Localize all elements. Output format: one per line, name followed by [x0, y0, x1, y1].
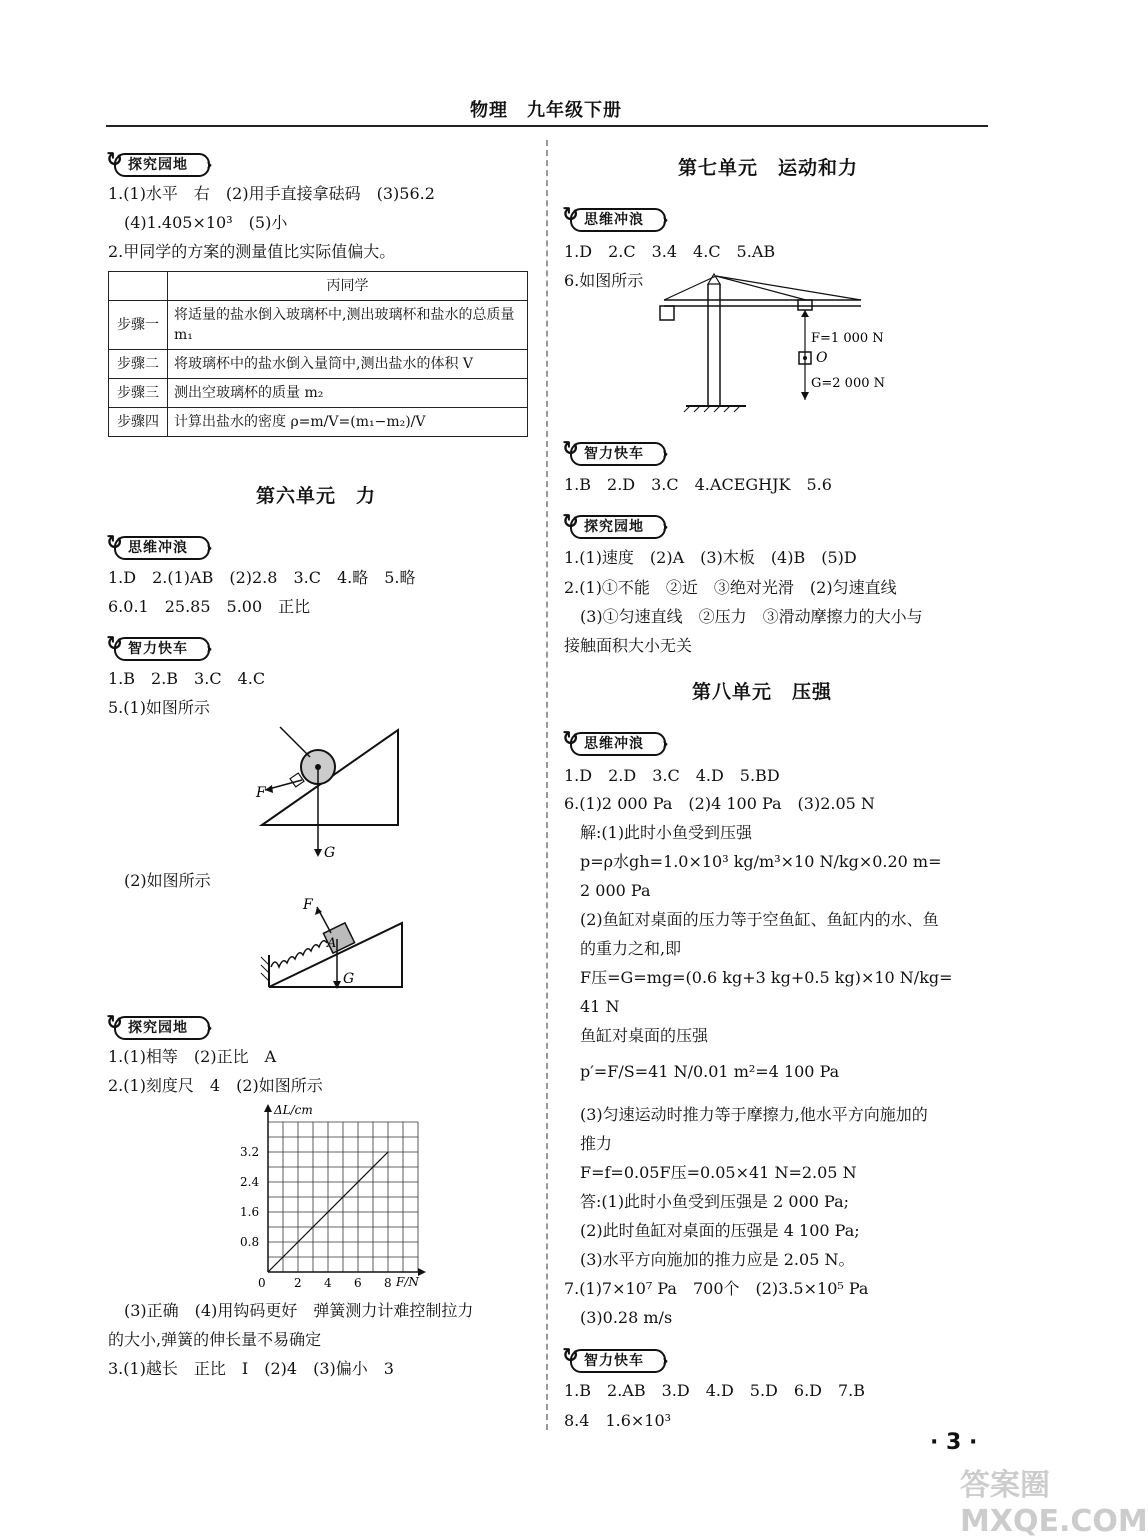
badge-thinking: ↻ 思维冲浪 ›	[562, 728, 674, 754]
answer-line: 2.(1)刻度尺 4 (2)如图所示	[108, 1076, 323, 1095]
unit-title: 第六单元 力	[256, 485, 377, 507]
label-G: G	[343, 971, 355, 987]
answer-line: 41 N	[580, 997, 620, 1016]
y-tick-label: 1.6	[240, 1205, 260, 1219]
y-tick-label: 2.4	[240, 1175, 260, 1189]
curve-arrow-icon: ↻	[562, 436, 579, 460]
badge-quick: ↻ 智力快车 ›	[562, 438, 674, 464]
answer-line: 1.B 2.AB 3.D 4.D 5.D 6.D 7.B	[564, 1381, 866, 1400]
answer-line: 6.0.1 25.85 5.00 正比	[108, 597, 311, 616]
curve-arrow-icon: ↻	[562, 202, 579, 226]
answer-line: (3)正确 (4)用钩码更好 弹簧测力计难控制拉力	[124, 1301, 474, 1320]
page-number: · 3 ·	[930, 1430, 978, 1455]
page-header: 物理 九年级下册	[470, 100, 622, 121]
answer-line: p=ρ水gh=1.0×10³ kg/m³×10 N/kg×0.20 m=	[580, 852, 942, 871]
answer-line: 1.(1)相等 (2)正比 A	[108, 1047, 277, 1066]
answer-line: (2)此时鱼缸对桌面的压强是 4 100 Pa;	[580, 1221, 860, 1240]
badge-explore: ↻ 探究园地 ›	[562, 511, 674, 537]
answer-line: 1.B 2.D 3.C 4.ACEGHJK 5.6	[564, 475, 832, 494]
answer-line: (3)①匀速直线 ②压力 ③滑动摩擦力的大小与	[580, 607, 923, 626]
spring-extension-chart	[238, 1100, 428, 1290]
answer-line: 的大小,弹簧的伸长量不易确定	[108, 1330, 322, 1349]
curve-arrow-icon: ↻	[106, 147, 123, 171]
badge-thinking: ↻ 思维冲浪 ›	[562, 204, 674, 230]
answer-line: (4)1.405×10³ (5)小	[124, 213, 288, 232]
x-axis-label: F/N	[396, 1275, 419, 1289]
answer-line: 1.(1)水平 右 (2)用手直接拿砝码 (3)56.2	[108, 184, 435, 203]
badge-explore: ↻ 探究园地 ›	[106, 1012, 218, 1038]
answer-line: (3)水平方向施加的推力应是 2.05 N。	[580, 1250, 855, 1269]
answer-line: 2 000 Pa	[580, 881, 651, 900]
answer-line: 8.4 1.6×10³	[564, 1411, 672, 1430]
label-A: A	[327, 936, 337, 951]
answer-line: (2)如图所示	[124, 871, 211, 890]
answer-line: (2)鱼缸对桌面的压力等于空鱼缸、鱼缸内的水、鱼	[580, 910, 939, 929]
x-tick-label: 6	[354, 1276, 362, 1290]
badge-thinking: ↻ 思维冲浪 ›	[106, 532, 218, 558]
answer-line: (3)0.28 m/s	[580, 1308, 673, 1327]
incline-ball-figure	[250, 725, 410, 870]
answer-line: 7.(1)7×10⁷ Pa 700个 (2)3.5×10⁵ Pa	[564, 1279, 869, 1298]
label-O: O	[816, 350, 828, 366]
answer-line: p′=F/S=41 N/0.01 m²=4 100 Pa	[580, 1062, 840, 1081]
label-F: F=1 000 N	[811, 331, 884, 346]
answer-line: 的重力之和,即	[580, 939, 682, 958]
crane-figure	[656, 270, 886, 415]
y-tick-label: 0.8	[240, 1235, 260, 1249]
watermark: 答案圈 MXQE.COM	[960, 1468, 1148, 1539]
curve-arrow-icon: ↻	[106, 631, 123, 655]
steps-table	[108, 271, 528, 437]
answer-line: 3.(1)越长 正比 Ⅰ (2)4 (3)偏小 3	[108, 1359, 394, 1378]
x-tick-label: 4	[324, 1276, 332, 1290]
answer-line: 2.甲同学的方案的测量值比实际值偏大。	[108, 242, 396, 261]
answer-line: 1.D 2.C 3.4 4.C 5.AB	[564, 242, 776, 261]
column-divider	[546, 140, 548, 1430]
answer-line: 1.D 2.D 3.C 4.D 5.BD	[564, 766, 780, 785]
badge-explore: ↻ 探究园地 ›	[106, 149, 218, 175]
x-tick-label: 0	[258, 1276, 266, 1290]
answer-line: 5.(1)如图所示	[108, 698, 210, 717]
curve-arrow-icon: ↻	[106, 530, 123, 554]
answer-line: 1.B 2.B 3.C 4.C	[108, 669, 266, 688]
header-rule	[106, 125, 988, 127]
answer-line: 鱼缸对桌面的压强	[580, 1026, 709, 1045]
answer-line: 1.D 2.(1)AB (2)2.8 3.C 4.略 5.略	[108, 568, 416, 587]
table-row: 步骤二 将玻璃杯中的盐水倒入量筒中,测出盐水的体积 V	[109, 350, 528, 379]
badge-quick: ↻ 智力快车 ›	[562, 1345, 674, 1371]
answer-line: 1.(1)速度 (2)A (3)木板 (4)B (5)D	[564, 548, 857, 567]
unit-title: 第八单元 压强	[692, 681, 833, 703]
y-axis-label: ΔL/cm	[274, 1103, 313, 1117]
answer-line: 答:(1)此时小鱼受到压强是 2 000 Pa;	[580, 1192, 850, 1211]
table-header: 丙同学	[168, 272, 528, 301]
answer-line: F=f=0.05F压=0.05×41 N=2.05 N	[580, 1163, 857, 1182]
curve-arrow-icon: ↻	[562, 1343, 579, 1367]
y-tick-label: 3.2	[240, 1145, 260, 1159]
curve-arrow-icon: ↻	[562, 509, 579, 533]
curve-arrow-icon: ↻	[562, 726, 579, 750]
label-F: F	[256, 785, 266, 801]
answer-line: F压=G=mg=(0.6 kg+3 kg+0.5 kg)×10 N/kg=	[580, 968, 953, 987]
label-F: F	[303, 897, 313, 913]
incline-spring-figure	[255, 895, 410, 995]
label-G: G	[324, 845, 336, 861]
answer-line: 接触面积大小无关	[564, 636, 693, 655]
answer-line: 6.(1)2 000 Pa (2)4 100 Pa (3)2.05 N	[564, 794, 875, 813]
answer-line: 2.(1)①不能 ②近 ③绝对光滑 (2)匀速直线	[564, 578, 897, 597]
x-tick-label: 8	[384, 1276, 392, 1290]
label-G: G=2 000 N	[811, 376, 886, 391]
curve-arrow-icon: ↻	[106, 1010, 123, 1034]
answer-line: (3)匀速运动时推力等于摩擦力,他水平方向施加的	[580, 1105, 928, 1124]
unit-title: 第七单元 运动和力	[678, 157, 859, 179]
table-row: 步骤一 将适量的盐水倒入玻璃杯中,测出玻璃杯和盐水的总质量 m₁	[109, 301, 528, 350]
answer-line: 推力	[580, 1134, 613, 1153]
answer-line: 6.如图所示	[564, 271, 644, 290]
table-row: 步骤四 计算出盐水的密度 ρ=m/V=(m₁−m₂)/V	[109, 408, 528, 437]
x-tick-label: 2	[294, 1276, 302, 1290]
badge-quick: ↻ 智力快车 ›	[106, 633, 218, 659]
table-row: 步骤三 测出空玻璃杯的质量 m₂	[109, 379, 528, 408]
counterweight	[660, 306, 674, 320]
answer-line: 解:(1)此时小鱼受到压强	[580, 823, 753, 842]
